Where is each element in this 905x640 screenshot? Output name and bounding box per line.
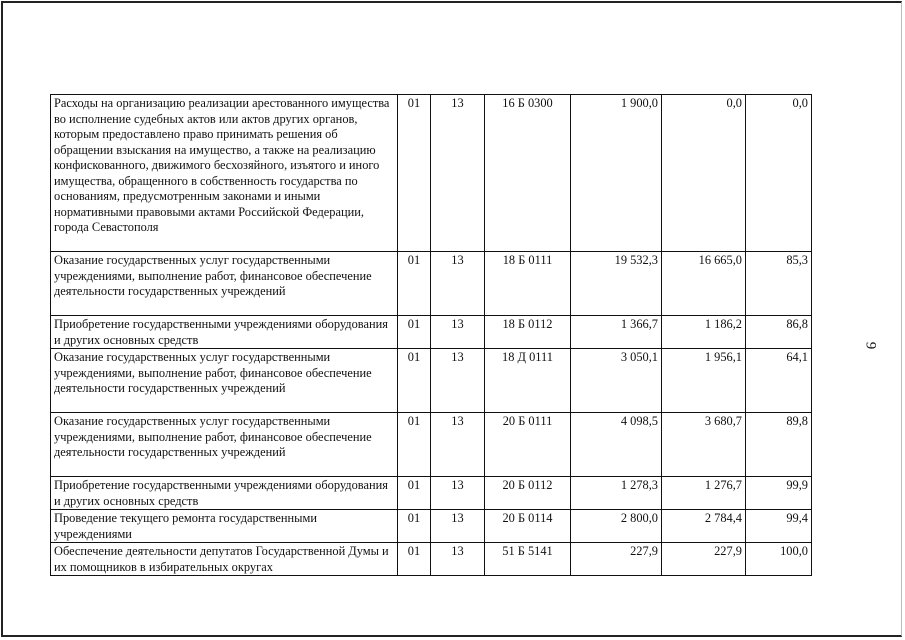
description-cell: Оказание государственных услуг государственными учреждениями, выполнение работ, финансовое обеспечение деятельности государственных учреждений — [51, 349, 398, 413]
target-article-cell: 18 Б 0112 — [485, 316, 571, 349]
approved-amount-cell: 1 366,7 — [571, 316, 662, 349]
percent-cell: 99,9 — [746, 477, 812, 510]
executed-amount-cell: 227,9 — [662, 543, 746, 576]
target-article-cell: 20 Б 0111 — [485, 413, 571, 477]
approved-amount-cell: 1 900,0 — [571, 95, 662, 252]
target-article-cell: 18 Д 0111 — [485, 349, 571, 413]
subsection-cell: 13 — [431, 252, 485, 316]
table-row — [51, 316, 812, 349]
description-cell: Обеспечение деятельности депутатов Государственной Думы и их помощников в избирательных округах — [51, 543, 398, 576]
subsection-cell: 13 — [431, 316, 485, 349]
description-cell: Приобретение государственными учреждениями оборудования и других основных средств — [51, 316, 398, 349]
subsection-cell: 13 — [431, 95, 485, 252]
executed-amount-cell: 1 956,1 — [662, 349, 746, 413]
executed-amount-cell: 3 680,7 — [662, 413, 746, 477]
section-cell: 01 — [398, 413, 431, 477]
percent-cell: 86,8 — [746, 316, 812, 349]
target-article-cell: 20 Б 0112 — [485, 477, 571, 510]
table-row — [51, 252, 812, 316]
executed-amount-cell: 16 665,0 — [662, 252, 746, 316]
percent-cell: 89,8 — [746, 413, 812, 477]
target-article-cell: 18 Б 0111 — [485, 252, 571, 316]
section-cell: 01 — [398, 316, 431, 349]
description-cell: Проведение текущего ремонта государственными учреждениями — [51, 510, 398, 543]
percent-cell: 85,3 — [746, 252, 812, 316]
percent-cell: 64,1 — [746, 349, 812, 413]
approved-amount-cell: 4 098,5 — [571, 413, 662, 477]
executed-amount-cell: 1 276,7 — [662, 477, 746, 510]
target-article-cell: 20 Б 0114 — [485, 510, 571, 543]
table-row — [51, 349, 812, 413]
section-cell: 01 — [398, 543, 431, 576]
description-cell: Оказание государственных услуг государственными учреждениями, выполнение работ, финансовое обеспечение деятельности государственных учреждений — [51, 413, 398, 477]
approved-amount-cell: 2 800,0 — [571, 510, 662, 543]
executed-amount-cell: 2 784,4 — [662, 510, 746, 543]
budget-table — [50, 94, 812, 576]
executed-amount-cell: 1 186,2 — [662, 316, 746, 349]
approved-amount-cell: 1 278,3 — [571, 477, 662, 510]
table-row — [51, 477, 812, 510]
table-row — [51, 95, 812, 252]
percent-cell: 0,0 — [746, 95, 812, 252]
approved-amount-cell: 19 532,3 — [571, 252, 662, 316]
table-row — [51, 543, 812, 576]
subsection-cell: 13 — [431, 510, 485, 543]
description-cell: Расходы на организацию реализации арестованного имущества во исполнение судебных актов или актов других органов, которым предоставлено право принимать решения об обращении взыскания на имущество, а также на реализацию конфискованного, движимого бесхозяйного, изъятого и иного имущества, обращенного в собственность государства по основаниям, предусмотренным законами и иными нормативными правовыми актами Российской Федерации, города Севастополя — [51, 95, 398, 252]
executed-amount-cell: 0,0 — [662, 95, 746, 252]
description-cell: Оказание государственных услуг государственными учреждениями, выполнение работ, финансовое обеспечение деятельности государственных учреждений — [51, 252, 398, 316]
subsection-cell: 13 — [431, 413, 485, 477]
section-cell: 01 — [398, 477, 431, 510]
section-cell: 01 — [398, 95, 431, 252]
subsection-cell: 13 — [431, 477, 485, 510]
table-row — [51, 510, 812, 543]
percent-cell: 99,4 — [746, 510, 812, 543]
section-cell: 01 — [398, 510, 431, 543]
target-article-cell: 16 Б 0300 — [485, 95, 571, 252]
target-article-cell: 51 Б 5141 — [485, 543, 571, 576]
subsection-cell: 13 — [431, 349, 485, 413]
approved-amount-cell: 3 050,1 — [571, 349, 662, 413]
section-cell: 01 — [398, 349, 431, 413]
approved-amount-cell: 227,9 — [571, 543, 662, 576]
subsection-cell: 13 — [431, 543, 485, 576]
percent-cell: 100,0 — [746, 543, 812, 576]
description-cell: Приобретение государственными учреждениями оборудования и других основных средств — [51, 477, 398, 510]
section-cell: 01 — [398, 252, 431, 316]
table-row — [51, 413, 812, 477]
page-number: 9 — [862, 341, 879, 350]
